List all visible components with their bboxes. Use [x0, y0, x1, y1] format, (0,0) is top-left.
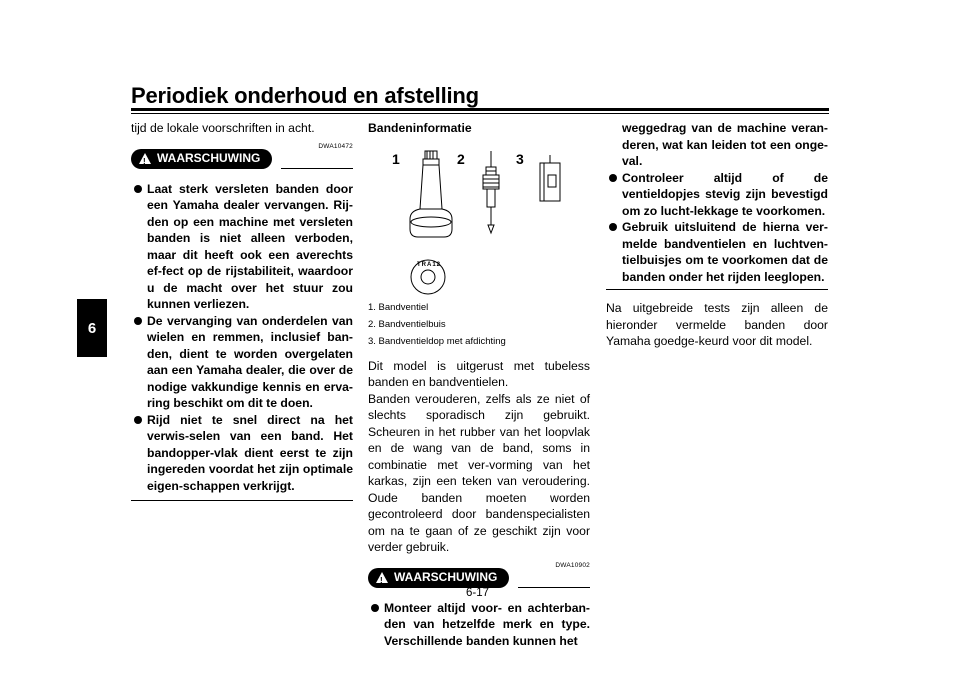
column-2 — [368, 120, 590, 649]
warning-code: DWA10902 — [555, 561, 590, 569]
section-heading: Bandeninformatie — [368, 121, 472, 135]
warning-triangle-icon — [376, 572, 388, 583]
column-1 — [131, 120, 353, 501]
paragraph: Na uitgebreide tests zijn alleen de hieronder vermelde banden door Yamaha goedge-keurd voor dit model. — [606, 301, 828, 348]
warning-badge — [131, 149, 272, 169]
legend-item: 2. Bandventielbuis — [368, 318, 446, 330]
warning-end-rule — [606, 289, 828, 290]
warning-block — [131, 137, 353, 177]
intro-text: tijd de lokale voorschriften in acht. — [131, 121, 315, 135]
header-rule — [131, 108, 829, 111]
figure-number-1: 1 — [392, 150, 400, 167]
list-item: De vervanging van onderdelen van wielen en remmen, inclusief ban-den, dient te worden overgelaten aan een Yamaha dealer, die over de nodige vakkundige kennis en erva-ring beschikt om dit te doen. — [131, 313, 353, 412]
chapter-tab: 6 — [77, 299, 107, 357]
warning-code: DWA10472 — [318, 142, 353, 150]
valve-core-icon — [483, 151, 499, 233]
figure-number-2: 2 — [457, 150, 465, 167]
paragraph: Dit model is uitgerust met tubeless banden en bandventielen. — [368, 358, 590, 389]
warning-triangle-icon — [139, 153, 151, 164]
list-item: Monteer altijd voor- en achterban-den van hetzelfde merk en type. Verschillende banden kunnen het — [368, 600, 590, 650]
tire-valve-icon — [410, 151, 452, 237]
paragraph: Banden verouderen, zelfs als ze niet of slechts sporadisch zijn gebruikt. Scheuren in het rubber van het loopvlak en de wang van de band, soms in combinatie met ver-vorming van het karkas, zijn een teken van veroudering. Oude banden moeten worden gecontroleerd door bandenspecialisten om na te gaan of ze geschikt zijn voor verder gebruik. — [368, 391, 590, 554]
page-title: Periodiek onderhoud en afstelling — [131, 83, 479, 108]
warning-rule — [281, 168, 353, 169]
warning-list — [131, 181, 353, 495]
list-item: Rijd niet te snel direct na het verwis-selen van een band. Het bandopper-vlak dient eerst te zijn ingereden voordat het zijn optimale eigen-schappen verkrijgt. — [131, 412, 353, 495]
warning-label: WAARSCHUWING — [157, 151, 261, 166]
list-item: Controleer altijd of de ventieldopjes stevig zijn bevestigd om zo lucht-lekkage te voorkomen. — [606, 170, 828, 220]
valve-figure — [368, 137, 590, 295]
warning-label: WAARSCHUWING — [394, 570, 498, 585]
header-rule-thin — [131, 113, 829, 114]
valve-illustration — [368, 137, 590, 295]
valve-cap-icon — [540, 155, 560, 201]
column-3 — [606, 120, 828, 350]
warning-rule — [518, 587, 590, 588]
warning-badge — [368, 568, 509, 588]
warning-list — [368, 600, 590, 650]
list-item-continued: weggedrag van de machine veran-deren, wat kan leiden tot een onge-val. — [622, 121, 828, 168]
warning-end-rule — [131, 500, 353, 501]
figure-number-3: 3 — [516, 150, 524, 167]
page-number: 6-17 — [466, 587, 490, 599]
figure-legend — [368, 299, 590, 350]
valve-marking: TRA12 — [417, 261, 442, 268]
list-item: Laat sterk versleten banden door een Yamaha dealer vervangen. Rij-den op een machine met versleten banden is niet alleen verboden, maar dit heeft ook een averechts ef-fect op de rijstabiliteit, waardoor u de macht over het stuur zou kunnen verliezen. — [131, 181, 353, 313]
legend-item: 3. Bandventieldop met afdichting — [368, 335, 506, 347]
list-item: Gebruik uitsluitend de hierna ver-melde bandventielen en luchtven-tielbuisjes om te voorkomen dat de banden onder het rijden leeglopen. — [606, 219, 828, 285]
warning-list-continued — [606, 120, 828, 285]
legend-item: 1. Bandventiel — [368, 301, 429, 313]
